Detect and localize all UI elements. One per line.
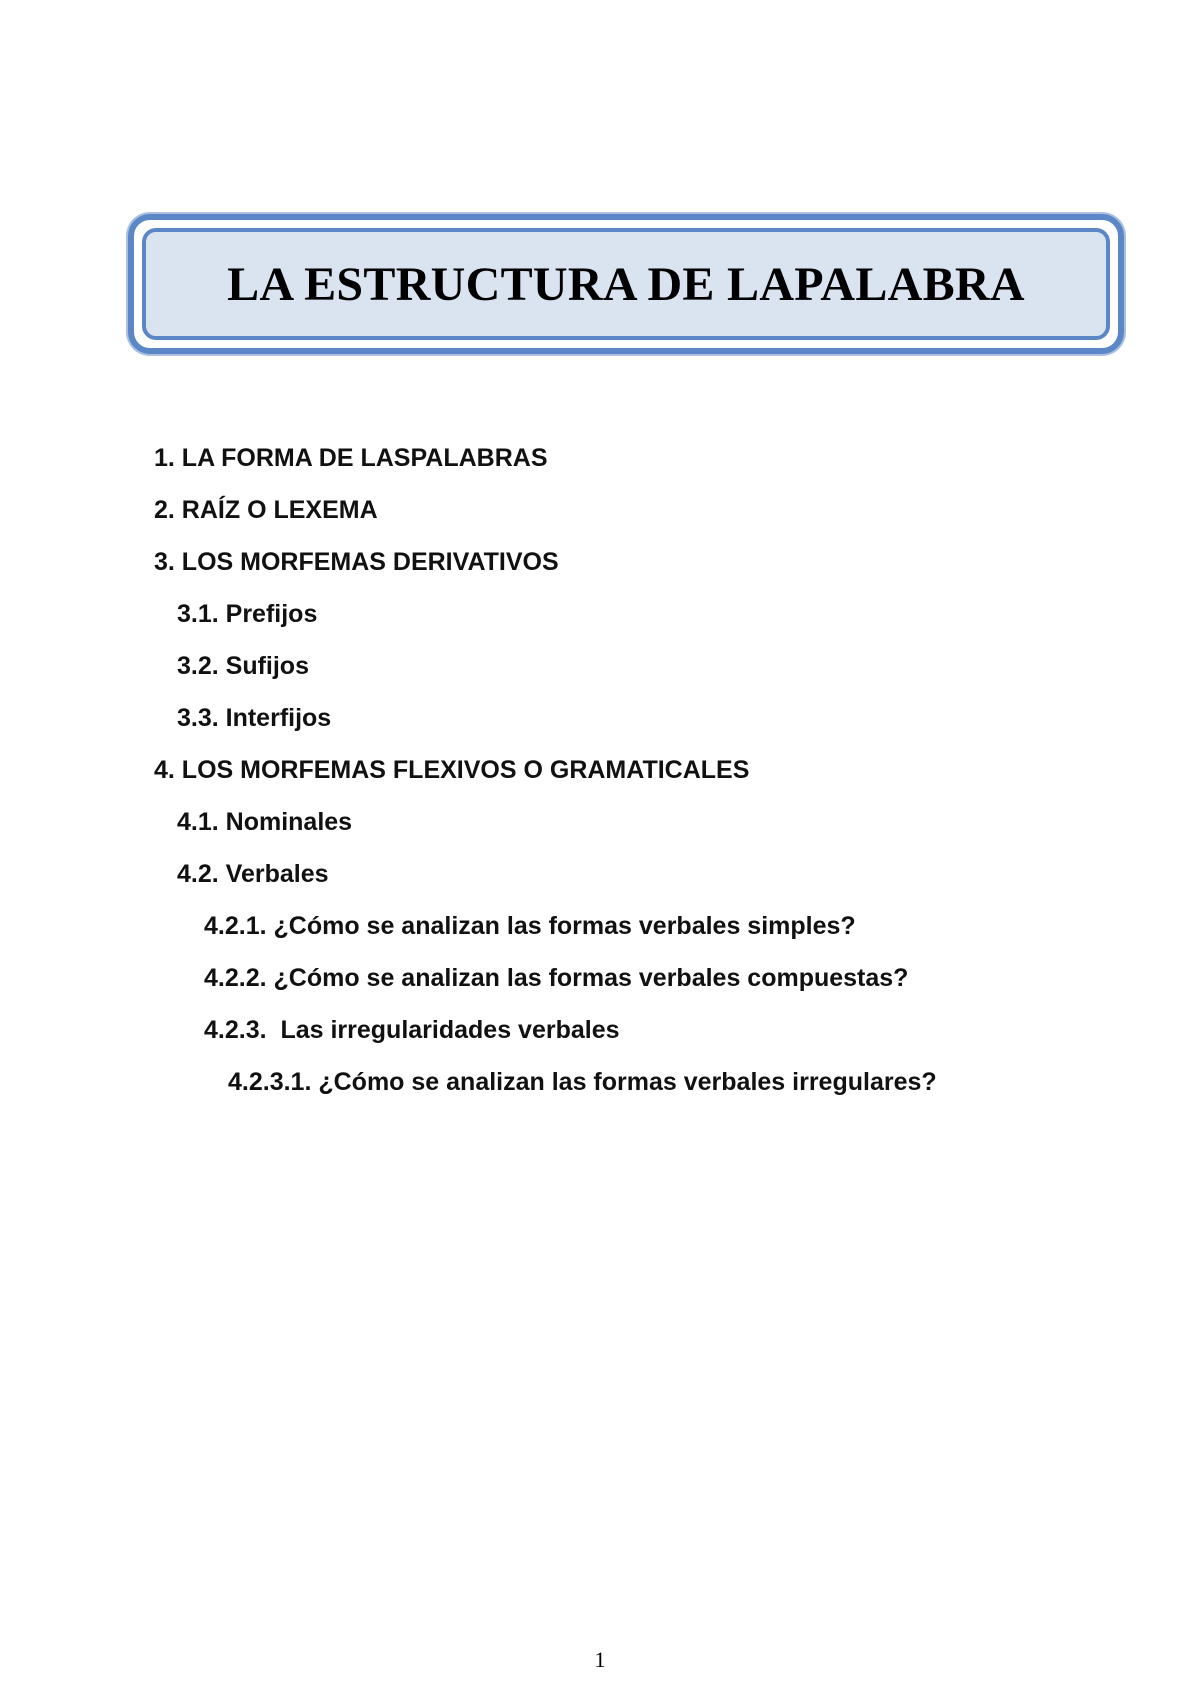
toc-item-4-1: 4.1. Nominales (177, 808, 353, 836)
toc-item-3-1: 3.1. Prefijos (177, 600, 318, 628)
document-title: LA ESTRUCTURA DE LAPALABRA (227, 257, 1025, 311)
toc-item-4: 4. LOS MORFEMAS FLEXIVOS O GRAMATICALES (154, 756, 750, 784)
toc-item-4-2-3-1: 4.2.3.1. ¿Cómo se analizan las formas verbales irregulares? (228, 1068, 937, 1096)
title-frame (128, 214, 1124, 354)
toc-item-3: 3. LOS MORFEMAS DERIVATIVOS (154, 548, 559, 576)
toc-item-1: 1. LA FORMA DE LASPALABRAS (154, 444, 548, 472)
toc-item-4-2-2: 4.2.2. ¿Cómo se analizan las formas verbales compuestas? (204, 964, 909, 992)
toc-item-2: 2. RAÍZ O LEXEMA (154, 496, 378, 524)
page-number: 1 (594, 1647, 606, 1672)
toc-item-4-2-1: 4.2.1. ¿Cómo se analizan las formas verbales simples? (204, 912, 856, 940)
toc-item-3-3: 3.3. Interfijos (177, 704, 332, 732)
toc-item-3-2: 3.2. Sufijos (177, 652, 309, 680)
toc-item-4-2: 4.2. Verbales (177, 860, 329, 888)
toc-item-4-2-3: 4.2.3. Las irregularidades verbales (204, 1016, 620, 1044)
title-box (142, 228, 1110, 340)
